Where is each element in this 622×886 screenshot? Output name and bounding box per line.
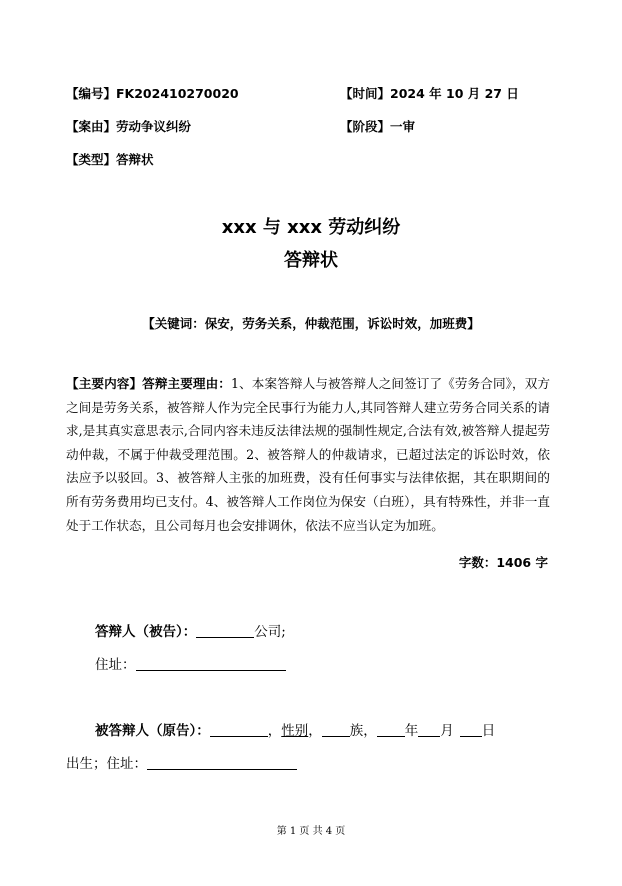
claimant-month-blank: [418, 722, 440, 737]
respondent-address-label: 住址：: [95, 657, 136, 673]
respondent-company-suffix: 公司;: [254, 624, 286, 640]
claimant-ethnicity: 族，: [349, 723, 377, 739]
claimant-born-address-label: 出生；住址：: [66, 756, 147, 772]
comma: ，: [308, 723, 322, 739]
case-cause: 【案由】劳动争议纠纷: [66, 119, 192, 134]
keywords: 【关键词：保安，劳务关系，仲裁范围，诉讼时效，加班费】: [142, 316, 480, 331]
claimant-day: 日: [481, 723, 496, 739]
document-title: xxx 与 xxx 劳动纠纷: [221, 217, 401, 238]
respondent-address-line: [95, 653, 286, 673]
claimant-day-blank: [460, 722, 482, 737]
comma: ，: [267, 723, 282, 739]
claimant-gender: 性别: [281, 723, 309, 739]
respondent-label: 答辩人（被告）：: [95, 624, 197, 640]
word-count: 字数：1406 字: [458, 555, 548, 570]
claimant-address-line: [66, 752, 297, 772]
claimant-line: [95, 719, 495, 739]
claimant-label: 被答辩人（原告）：: [95, 723, 210, 739]
case-stage: 【阶段】一审: [340, 119, 416, 134]
main-content: [66, 372, 550, 537]
content-lead: 【主要内容】答辩主要理由：: [66, 376, 231, 391]
claimant-month: 月: [440, 723, 454, 739]
case-time: 【时间】2024 年 10 月 27 日: [340, 86, 519, 101]
respondent-name-blank: [196, 623, 254, 638]
document-type: 【类型】答辩状: [66, 152, 154, 167]
claimant-name-blank: [210, 722, 268, 737]
content-text: 1、本案答辩人与被答辩人之间签订了《劳务合同》，双方之间是劳务关系，被答辩人作为完全民事行为能力人,其同答辩人建立劳务合同关系的请求,是其真实意思表示,合同内容未违反法律法规的强制性规定,合法有效,被答辩人提起劳动仲裁，不属于仲裁受理范围。2、被答辩人的仲裁请求，已超过法定的诉讼时效，依法应予以驳回。3、被答辩人主张的加班费，没有任何事实与法律依据，其在职期间的所有劳务费用均已支付。4、被答辩人工作岗位为保安（白班），具有特殊性，并非一直处于工作状态，且公司每月也会安排调休，依法不应当认定为加班。: [66, 376, 551, 533]
respondent-address-blank: [136, 656, 286, 671]
claimant-ethnicity-blank: [322, 722, 350, 737]
page-footer: 第 1 页 共 4 页: [276, 826, 346, 837]
claimant-year: 年: [404, 723, 419, 739]
case-number: 【编号】FK202410270020: [66, 86, 239, 101]
claimant-year-blank: [377, 722, 405, 737]
respondent-line: [95, 620, 286, 640]
document-subtitle: 答辩状: [284, 250, 338, 271]
claimant-address-blank: [147, 755, 297, 770]
